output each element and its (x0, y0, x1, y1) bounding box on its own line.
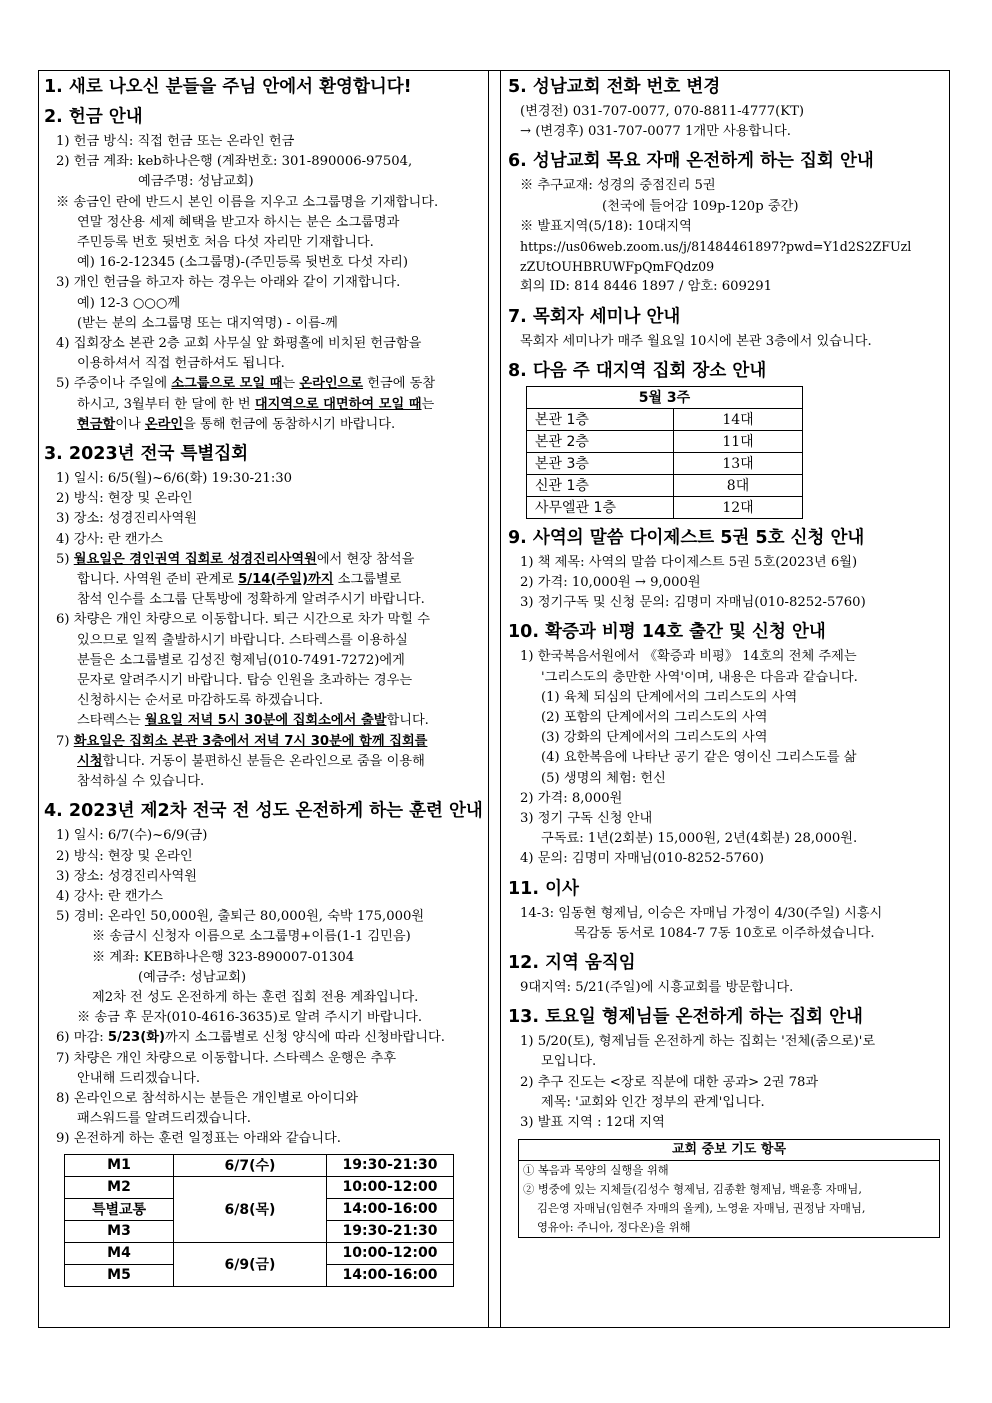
column-divider (488, 70, 489, 1328)
prayer-item: 김은영 자매님(임현주 자매의 올케), 노영윤 자매님, 권정남 자매님, (537, 1202, 866, 1216)
text-line: 3) 정기구독 및 신청 문의: 김명미 자매님(010-8252-5760) (520, 595, 866, 611)
text-line: 5) 주중이나 주일에 소그룹으로 모일 때는 온라인으로 헌금에 동참 (56, 376, 436, 392)
place-cell: 본관 2층 (527, 430, 674, 452)
text-line: 목회자 세미나가 매주 월요일 10시에 본관 3층에서 있습니다. (520, 333, 872, 349)
text-line: 1) 헌금 방식: 직접 헌금 또는 온라인 헌금 (56, 134, 295, 149)
time-cell: 10:00-12:00 (327, 1242, 454, 1264)
text-line: 신청하시는 순서로 마감하도록 하겠습니다. (77, 693, 324, 709)
text-line: '그리스도의 충만한 사역'이며, 내용은 다음과 같습니다. (541, 669, 858, 685)
text-line: ※ 발표지역(5/18): 10대지역 (520, 218, 692, 234)
text-line: (5) 생명의 체험: 헌신 (541, 770, 666, 786)
prayer-item: 영유아: 주니아, 정다온)을 위해 (537, 1221, 691, 1235)
text-line: 예) 12-3 ○○○께 (77, 295, 181, 311)
text-line: 3) 발표 지역 : 12대 지역 (520, 1115, 665, 1131)
date-cell: 6/7(수) (174, 1154, 327, 1176)
section-title: 3. 2023년 전국 특별집회 (44, 444, 249, 465)
time-cell: 10:00-12:00 (327, 1176, 454, 1198)
text-line: 1) 5/20(토), 형제님들 온전하게 하는 집회는 '전체(줌으로)'로 (520, 1034, 876, 1050)
text-line: 4) 강사: 란 캔가스 (56, 888, 163, 904)
section-affirmation (508, 621, 944, 869)
text-line: (받는 분의 소그룹명 또는 대지역명) - 이름-께 (77, 315, 338, 331)
section-meeting-places (508, 360, 944, 519)
text-line: 주민등록 번호 뒷번호 처음 다섯 자리만 기재합니다. (77, 235, 374, 251)
text-line: 예금주명: 성남교회) (138, 174, 254, 190)
section-regional (508, 952, 944, 998)
text-line: ※ 송금인 란에 반드시 본인 이름을 지우고 소그룹명을 기재합니다. (56, 194, 439, 210)
text-line: 4) 강사: 란 캔가스 (56, 531, 163, 547)
zone-table (526, 386, 803, 519)
text-line: 모입니다. (541, 1054, 597, 1070)
text-line: 참석하실 수 있습니다. (77, 774, 205, 790)
text-line: 있으므로 일찍 출발하시기 바랍니다. 스타렉스를 이용하실 (77, 632, 408, 648)
session-cell: M5 (65, 1264, 174, 1286)
text-line: 2) 가격: 10,000원 → 9,000원 (520, 575, 701, 591)
section-special-meeting (44, 443, 484, 792)
text-line: 3) 정기 구독 신청 안내 (520, 811, 653, 827)
date-cell: 6/8(목) (174, 1176, 327, 1242)
text-line: 문자로 알려주시기 바랍니다. 탑승 인원을 초과하는 경우는 (77, 673, 413, 689)
text-line: 제목: '교회와 인간 정부의 관계'입니다. (541, 1094, 765, 1110)
text-line: 4) 문의: 김명미 자매님(010-8252-5760) (520, 851, 764, 867)
section-title: 10. 확증과 비평 14호 출간 및 신청 안내 (508, 622, 826, 643)
text-line: 패스워드를 알려드리겠습니다. (77, 1111, 251, 1127)
text-line: 3) 장소: 성경진리사역원 (56, 511, 198, 527)
text-line: 3) 장소: 성경진리사역원 (56, 868, 198, 884)
text-line: (변경전) 031-707-0077, 070-8811-4777(KT) (520, 104, 805, 119)
prayer-box (518, 1139, 940, 1238)
text-line: 예) 16-2-12345 (소그룹명)-(주민등록 뒷번호 다섯 자리) (77, 255, 408, 271)
text-line: 현금함이나 온라인을 통해 헌금에 동참하시기 바랍니다. (77, 416, 396, 432)
place-cell: 사무엘관 1층 (527, 496, 674, 518)
section-brothers-meeting (508, 1006, 944, 1238)
zone-cell: 12대 (674, 496, 803, 518)
text-line: 분들은 소그룹별로 김성진 형제님(010-7491-7272)에게 (77, 652, 405, 668)
section-title: 11. 이사 (508, 878, 579, 899)
session-cell: M1 (65, 1154, 174, 1176)
section-sisters-meeting (508, 150, 944, 297)
text-line: → (변경후) 031-707-0077 1개만 사용합니다. (520, 124, 791, 140)
text-line: 5) 월요일은 경인권역 집회로 성경진리사역원에서 현장 참석을 (56, 551, 415, 567)
zoom-link[interactable]: https://us06web.zoom.us/j/81484461897?pwd=Y1d2S2ZFUzl (520, 239, 912, 255)
text-line: 2) 추구 진도는 <장로 직분에 대한 공과> 2권 78과 (520, 1074, 819, 1090)
section-title: 8. 다음 주 대지역 집회 장소 안내 (508, 360, 767, 381)
schedule-table (64, 1154, 454, 1287)
section-digest (508, 527, 944, 614)
text-line: (1) 육체 되심의 단계에서의 그리스도의 사역 (541, 689, 798, 705)
time-cell: 19:30-21:30 (327, 1220, 454, 1242)
text-line: (4) 요한복음에 나타난 공기 같은 영이신 그리스도를 삶 (541, 750, 857, 766)
text-line: 2) 가격: 8,000원 (520, 790, 623, 806)
section-title: 12. 지역 움직임 (508, 953, 636, 974)
text-line: 2) 헌금 계좌: keb하나은행 (계좌번호: 301-890006-97504, (56, 154, 413, 170)
section-welcome (44, 76, 484, 98)
text-line: 4) 집회장소 본관 2층 교회 사무실 앞 화평홀에 비치된 헌금함을 (56, 336, 422, 352)
left-column (44, 76, 484, 1295)
text-line: (3) 강화의 단계에서의 그리스도의 사역 (541, 730, 768, 746)
date-cell: 6/9(금) (174, 1242, 327, 1286)
session-cell: M3 (65, 1220, 174, 1242)
session-cell: M2 (65, 1176, 174, 1198)
section-title: 9. 사역의 말씀 다이제스트 5권 5호 신청 안내 (508, 527, 865, 548)
text-line: 하시고, 3월부터 한 달에 한 번 대지역으로 대면하여 모일 때는 (77, 396, 435, 412)
text-line: (천국에 들어감 109p-120p 중간) (602, 198, 799, 214)
section-title: 6. 성남교회 목요 자매 온전하게 하는 집회 안내 (508, 151, 874, 172)
section-moving (508, 878, 944, 944)
time-cell: 14:00-16:00 (327, 1198, 454, 1220)
prayer-item: ① 복음과 목양의 실행을 위해 (523, 1164, 669, 1178)
section-title: 4. 2023년 제2차 전국 전 성도 온전하게 하는 훈련 안내 (44, 801, 483, 822)
text-line: 합니다. 사역원 준비 관계로 5/14(주일)까지 소그룹별로 (77, 572, 402, 588)
zoom-link[interactable]: zZUtOUHBRUWFpQmFQdz09 (520, 259, 715, 275)
text-line: 구독료: 1년(2회분) 15,000원, 2년(4회분) 28,000원. (541, 831, 858, 847)
section-phone-change (508, 76, 944, 142)
text-line: 1) 일시: 6/5(월)~6/6(화) 19:30-21:30 (56, 471, 293, 487)
text-line: 7) 차량은 개인 차량으로 이동합니다. 스타렉스 운행은 추후 (56, 1050, 397, 1066)
text-line: (2) 포함의 단계에서의 그리스도의 사역 (541, 710, 768, 726)
text-line: 시청합니다. 거동이 불편하신 분들은 온라인으로 줌을 이용해 (77, 753, 425, 769)
section-pastor-seminar (508, 306, 944, 352)
right-column (508, 76, 944, 1246)
text-line: 9대지역: 5/21(주일)에 시흥교회를 방문합니다. (520, 980, 794, 996)
place-cell: 본관 3층 (527, 452, 674, 474)
text-line: 7) 화요일은 집회소 본관 3층에서 저녁 7시 30분에 함께 집회를 (56, 733, 428, 749)
text-line: 제2차 전 성도 온전하게 하는 훈련 집회 전용 계좌입니다. (92, 989, 419, 1005)
text-line: 안내해 드리겠습니다. (77, 1070, 201, 1086)
text-line: 1) 책 제목: 사역의 말씀 다이제스트 5권 5호(2023년 6월) (520, 554, 858, 570)
place-cell: 본관 1층 (527, 408, 674, 430)
zone-cell: 8대 (674, 474, 803, 496)
session-cell: 특별교통 (65, 1198, 174, 1220)
text-line: ※ 송금시 신청자 이름으로 소그룹명+이름(1-1 김민음) (92, 929, 411, 945)
text-line: ※ 계좌: KEB하나은행 323-890007-01304 (92, 949, 355, 965)
text-line: 6) 차량은 개인 차량으로 이동합니다. 퇴근 시간으로 차가 막힐 수 (56, 612, 430, 628)
zone-cell: 13대 (674, 452, 803, 474)
text-line: 9) 온전하게 하는 훈련 일정표는 아래와 같습니다. (56, 1131, 341, 1147)
text-line: 5) 경비: 온라인 50,000원, 출퇴근 80,000원, 숙박 175,000원 (56, 909, 425, 925)
text-line: 스타렉스는 월요일 저녁 5시 30분에 집회소에서 출발합니다. (77, 713, 429, 729)
text-line: 목감동 동서로 1084-7 7동 10호로 이주하셨습니다. (574, 925, 875, 941)
text-line: 6) 마감: 5/23(화)까지 소그룹별로 신청 양식에 따라 신청바랍니다. (56, 1030, 445, 1046)
prayer-title: 교회 중보 기도 항목 (519, 1140, 939, 1161)
text-line: 이용하셔서 직접 헌금하셔도 됩니다. (77, 356, 285, 372)
text-line: 참석 인수를 소그룹 단톡방에 정확하게 알려주시기 바랍니다. (77, 592, 425, 608)
text-line: 1) 일시: 6/7(수)~6/9(금) (56, 828, 208, 844)
zone-cell: 14대 (674, 408, 803, 430)
text-line: 3) 개인 헌금을 하고자 하는 경우는 아래와 같이 기재합니다. (56, 275, 401, 291)
text-line: (예금주: 성남교회) (138, 969, 247, 985)
time-cell: 19:30-21:30 (327, 1154, 454, 1176)
zone-cell: 11대 (674, 430, 803, 452)
table-header: 5월 3주 (527, 386, 803, 408)
section-offering (44, 106, 484, 435)
text-line: 연말 정산용 세제 혜택을 받고자 하시는 분은 소그룹명과 (77, 214, 400, 230)
place-cell: 신관 1층 (527, 474, 674, 496)
text-line: 2) 방식: 현장 및 온라인 (56, 491, 193, 507)
section-title: 5. 성남교회 전화 번호 변경 (508, 77, 721, 97)
text-line: ※ 송금 후 문자(010-4616-3635)로 알려 주시기 바랍니다. (77, 1010, 423, 1026)
text-line: ※ 추구교재: 성경의 중점진리 5권 (520, 178, 716, 194)
time-cell: 14:00-16:00 (327, 1264, 454, 1286)
prayer-item: ② 병중에 있는 지체들(김성수 형제님, 김종환 형제님, 백윤흥 자매님, (523, 1183, 862, 1197)
section-training (44, 800, 484, 1286)
section-title: 1. 새로 나오신 분들을 주님 안에서 환영합니다! (44, 77, 412, 97)
section-title: 7. 목회자 세미나 안내 (508, 306, 681, 327)
text-line: 1) 한국복음서원에서 《확증과 비평》 14호의 전체 주제는 (520, 649, 857, 665)
section-title: 13. 토요일 형제님들 온전하게 하는 집회 안내 (508, 1007, 863, 1028)
text-line: 8) 온라인으로 참석하시는 분들은 개인별로 아이디와 (56, 1090, 359, 1106)
section-title: 2. 헌금 안내 (44, 107, 143, 127)
text-line: 2) 방식: 현장 및 온라인 (56, 848, 193, 864)
session-cell: M4 (65, 1242, 174, 1264)
text-line: 회의 ID: 814 8446 1897 / 암호: 609291 (520, 279, 773, 295)
text-line: 14-3: 임동현 형제님, 이승은 자매님 가정이 4/30(주일) 시흥시 (520, 905, 883, 921)
column-divider (500, 70, 501, 1328)
